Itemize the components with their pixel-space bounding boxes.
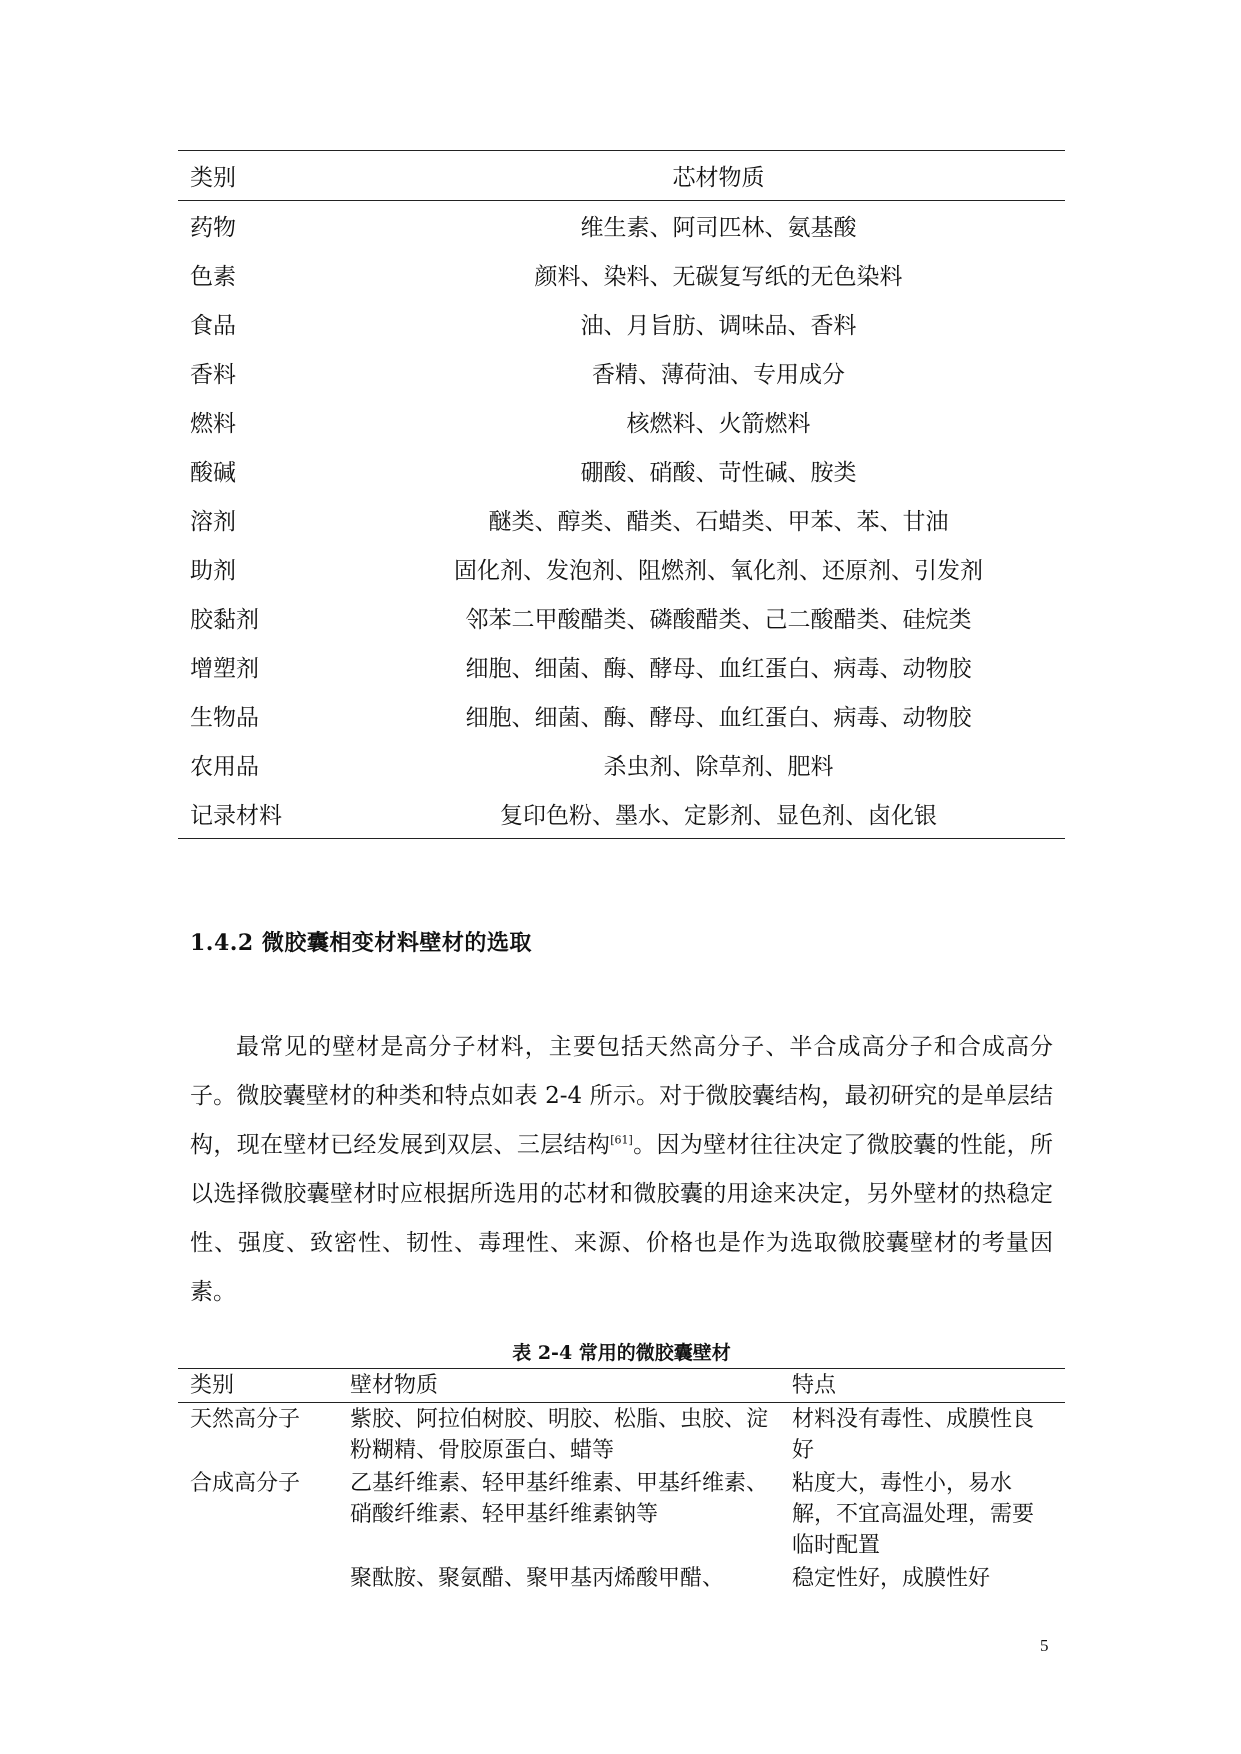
column-header-core-material: 芯材物质	[672, 165, 765, 191]
material-cell: 固化剂、发泡剂、阻燃剂、氧化剂、还原剂、引发剂	[454, 558, 983, 584]
category-cell: 增塑剂	[190, 656, 259, 682]
characteristics-cell: 材料没有毒性、成膜性良好	[792, 1407, 1035, 1463]
category-cell: 色素	[190, 264, 236, 290]
category-cell: 记录材料	[190, 803, 282, 829]
paragraph-text-continued: 。因为壁材往往决定了微胶囊的性能，所以选择微胶囊壁材时应根据所选用的芯材和微胶囊的用途来决定，另外壁材的热稳定性、强度、致密性、韧性、毒理性、来源、价格也是作为选取微胶囊壁材的考量因素。	[190, 1132, 1054, 1305]
body-paragraph	[190, 1023, 1053, 1317]
material-cell: 复印色粉、墨水、定影剂、显色剂、卤化银	[500, 803, 937, 829]
material-cell: 醚类、醇类、醋类、石蜡类、甲苯、苯、甘油	[488, 509, 949, 535]
section-heading: 1.4.2 微胶囊相变材料壁材的选取	[190, 930, 532, 956]
table-row	[178, 544, 1065, 593]
category-cell: 农用品	[190, 754, 259, 780]
category-cell: 食品	[190, 313, 236, 339]
table-row	[178, 1562, 1065, 1595]
material-cell: 邻苯二甲酸醋类、磷酸醋类、己二酸醋类、硅烷类	[465, 607, 972, 633]
material-cell: 细胞、细菌、酶、酵母、血红蛋白、病毒、动物胶	[465, 656, 972, 682]
table-row	[178, 397, 1065, 446]
category-cell: 天然高分子	[190, 1407, 301, 1432]
material-cell: 颜料、染料、无碳复写纸的无色染料	[534, 264, 903, 290]
table-row	[178, 1403, 1065, 1468]
characteristics-cell: 稳定性好，成膜性好	[792, 1566, 991, 1591]
column-header-wall-material: 壁材物质	[350, 1373, 439, 1398]
table-row	[178, 642, 1065, 691]
material-cell: 油、月旨肪、调味品、香料	[580, 313, 857, 339]
table-row	[178, 495, 1065, 544]
material-cell: 细胞、细菌、酶、酵母、血红蛋白、病毒、动物胶	[465, 705, 972, 731]
table-row	[178, 299, 1065, 348]
characteristics-cell: 粘度大，毒性小，易水解，不宜高温处理，需要临时配置	[792, 1471, 1035, 1558]
category-cell: 溶剂	[190, 509, 236, 535]
category-cell: 药物	[190, 215, 236, 241]
category-cell: 合成高分子	[190, 1471, 301, 1496]
citation-reference: [61]	[610, 1133, 633, 1147]
table-row	[178, 740, 1065, 789]
table-row	[178, 593, 1065, 642]
category-cell	[178, 1562, 338, 1595]
category-cell: 胶黏剂	[190, 607, 259, 633]
material-cell: 杀虫剂、除草剂、肥料	[603, 754, 834, 780]
category-cell: 燃料	[190, 411, 236, 437]
paragraph-text: 最常见的壁材是高分子材料，主要包括天然高分子、半合成高分子和合成高分子。微胶囊壁材的种类和特点如表 2-4 所示。对于微胶囊结构，最初研究的是单层结构，现在壁材已经发展到双层、三层结构	[190, 1034, 1053, 1158]
category-cell: 酸碱	[190, 460, 236, 486]
category-cell: 香料	[190, 362, 236, 388]
table-row	[178, 446, 1065, 495]
table-row	[178, 250, 1065, 299]
table-row	[178, 789, 1065, 839]
material-cell: 维生素、阿司匹林、氨基酸	[580, 215, 857, 241]
wall-material-cell: 紫胶、阿拉伯树胶、明胶、松脂、虫胶、淀粉糊精、骨胶原蛋白、蜡等	[350, 1407, 769, 1463]
table-row	[178, 691, 1065, 740]
material-cell: 核燃料、火箭燃料	[626, 411, 811, 437]
wall-material-cell: 乙基纤维素、轻甲基纤维素、甲基纤维素、硝酸纤维素、轻甲基纤维素钠等	[350, 1471, 769, 1527]
category-cell: 助剂	[190, 558, 236, 584]
column-header-characteristics: 特点	[792, 1373, 837, 1398]
wall-material-cell: 聚酞胺、聚氨醋、聚甲基丙烯酸甲醋、	[350, 1566, 725, 1591]
wall-material-table	[178, 1368, 1065, 1595]
category-cell: 生物品	[190, 705, 259, 731]
table-row	[178, 1467, 1065, 1562]
core-material-table	[178, 150, 1065, 839]
column-header-category: 类别	[190, 165, 236, 191]
table-header-row	[178, 1369, 1065, 1403]
material-cell: 硼酸、硝酸、苛性碱、胺类	[580, 460, 857, 486]
material-cell: 香精、薄荷油、专用成分	[592, 362, 845, 388]
table-row	[178, 201, 1065, 251]
table-header-row	[178, 151, 1065, 201]
table-caption: 表 2-4 常用的微胶囊壁材	[512, 1342, 731, 1364]
table-row	[178, 348, 1065, 397]
column-header-category: 类别	[190, 1373, 235, 1398]
page-number: 5	[1040, 1636, 1049, 1655]
